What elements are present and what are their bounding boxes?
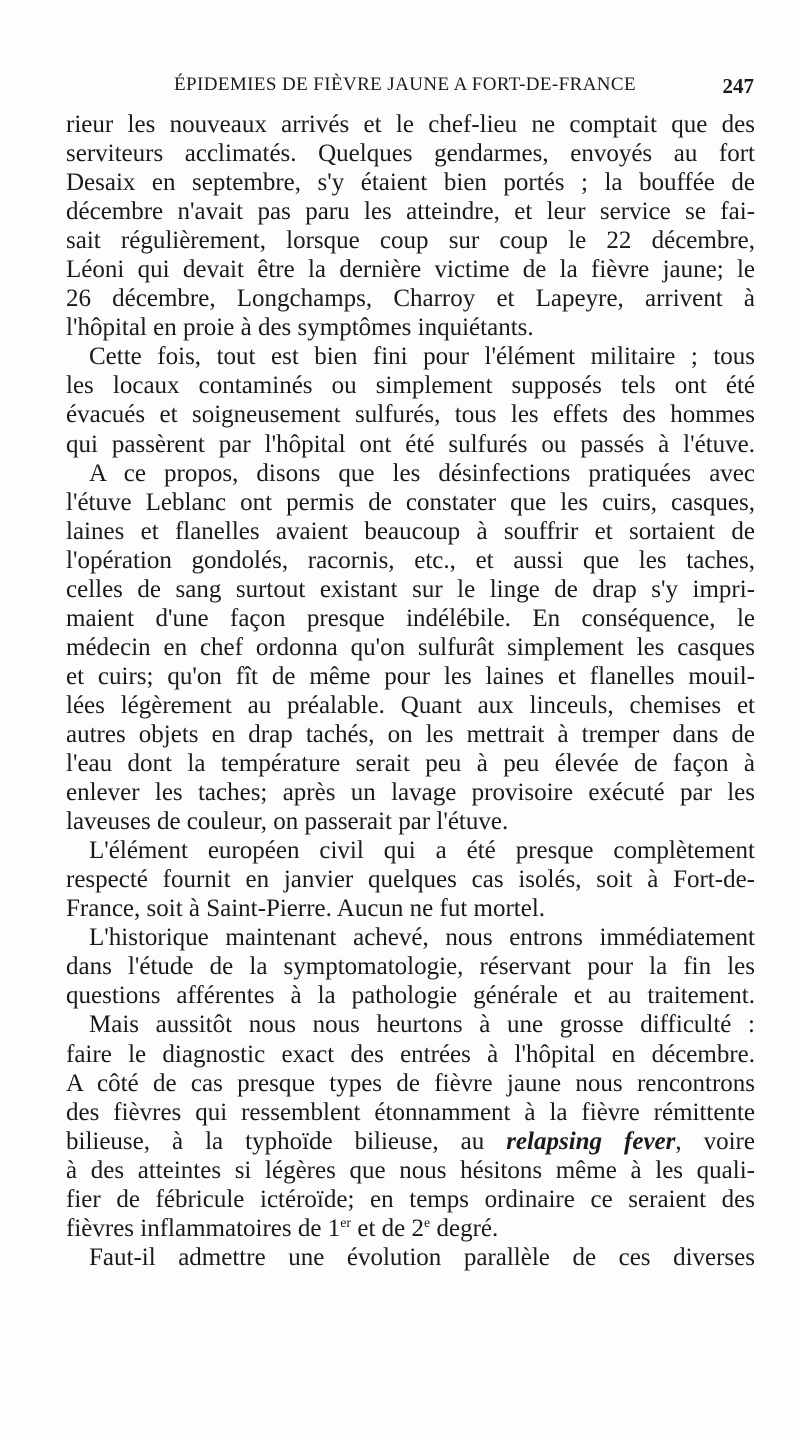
text-line: dans l'étude de la symptomatologie, réservant pour la fin les (66, 953, 755, 981)
running-head (66, 74, 754, 102)
text-line: enlever les taches; après un lavage provisoire exécuté par les (66, 779, 755, 807)
text-line: les locaux contaminés ou simplement supposés tels ont été (66, 372, 755, 400)
text-line (66, 1127, 755, 1156)
text-line: L'élément européen civil qui a été presque complètement (89, 837, 755, 865)
text-line: celles de sang surtout existant sur le linge de drap s'y impri- (66, 575, 755, 603)
text-line: serviteurs acclimatés. Quelques gendarmes, envoyés au fort (66, 140, 755, 168)
text-line: 26 décembre, Longchamps, Charroy et Lapeyre, arrivent à (66, 285, 755, 313)
text-line: médecin en chef ordonna qu'on sulfurât simplement les casques (66, 633, 755, 661)
text-line: L'historique maintenant achevé, nous entrons immédiatement (89, 924, 755, 952)
text-line: laines et flanelles avaient beaucoup à souffrir et sortaient de (66, 517, 755, 545)
text-line: Desaix en septembre, s'y étaient bien portés ; la bouffée de (66, 169, 755, 197)
text-fragment: fièvres inflammatoires de 1 (66, 1214, 341, 1242)
superscript: er (340, 1215, 352, 1231)
text-line: l'hôpital en proie à des symptômes inquiétants. (66, 314, 534, 342)
italic-term: relapsing fever (506, 1127, 676, 1155)
text-fragment: , voire (675, 1127, 755, 1155)
text-line: des fièvres qui ressemblent étonnamment à la fièvre rémittente (66, 1098, 755, 1126)
text-line (66, 1214, 755, 1243)
text-line: sait régulièrement, lorsque coup sur coup le 22 décembre, (66, 227, 755, 255)
text-line: rieur les nouveaux arrivés et le chef-lieu ne comptait que des (66, 111, 755, 138)
text-line: l'eau dont la température serait peu à peu élevée de façon à (66, 750, 755, 778)
text-line: décembre n'avait pas paru les atteindre, et leur service se fai- (66, 198, 755, 226)
text-line: A côté de cas presque types de fièvre jaune nous rencontrons (66, 1069, 755, 1097)
text-line: respecté fournit en janvier quelques cas isolés, soit à Fort-de- (66, 866, 755, 894)
text-line: lées légèrement au préalable. Quant aux linceuls, chemises et (66, 691, 755, 719)
text-fragment: bilieuse, à la typhoïde bilieuse, au (66, 1127, 507, 1155)
text-fragment: degré. (430, 1214, 499, 1242)
body-text (66, 110, 755, 1272)
text-line: Faut-il admettre une évolution parallèle de ces diverses (89, 1243, 755, 1271)
text-line: A ce propos, disons que les désinfections pratiquées avec (89, 459, 755, 487)
text-line: évacués et soigneusement sulfurés, tous les effets des hommes (66, 401, 755, 429)
text-line: Cette fois, tout est bien fini pour l'élément militaire ; tous (89, 343, 755, 371)
text-line: Léoni qui devait être la dernière victime de la fièvre jaune; le (66, 256, 755, 284)
text-line: France, soit à Saint-Pierre. Aucun ne fut mortel. (66, 895, 546, 923)
text-line: l'opération gondolés, racornis, etc., et aussi que les taches, (66, 546, 755, 574)
text-line: Mais aussitôt nous nous heurtons à une grosse difficulté : (89, 1011, 755, 1039)
text-line: à des atteintes si légères que nous hésitons même à les quali- (66, 1156, 755, 1184)
text-line: et cuirs; qu'on fît de même pour les laines et flanelles mouil- (66, 662, 755, 690)
text-line: qui passèrent par l'hôpital ont été sulfurés ou passés à l'étuve. (66, 430, 755, 458)
text-line: faire le diagnostic exact des entrées à l'hôpital en décembre. (66, 1040, 755, 1068)
text-line: questions afférentes à la pathologie générale et au traitement. (66, 982, 755, 1010)
text-line: autres objets en drap tachés, on les mettrait à tremper dans de (66, 720, 755, 748)
running-title: ÉPIDEMIES DE FIÈVRE JAUNE A FORT-DE-FRANCE (174, 74, 637, 95)
text-fragment: et de 2 (351, 1214, 424, 1242)
superscript: e (424, 1215, 431, 1231)
text-line: fier de fébricule ictéroïde; en temps ordinaire ce seraient des (66, 1185, 755, 1213)
text-line: maient d'une façon presque indélébile. En conséquence, le (66, 604, 755, 632)
page-number: 247 (722, 74, 754, 98)
text-line: l'étuve Leblanc ont permis de constater que les cuirs, casques, (66, 488, 755, 516)
text-line: laveuses de couleur, on passerait par l'étuve. (66, 808, 509, 836)
